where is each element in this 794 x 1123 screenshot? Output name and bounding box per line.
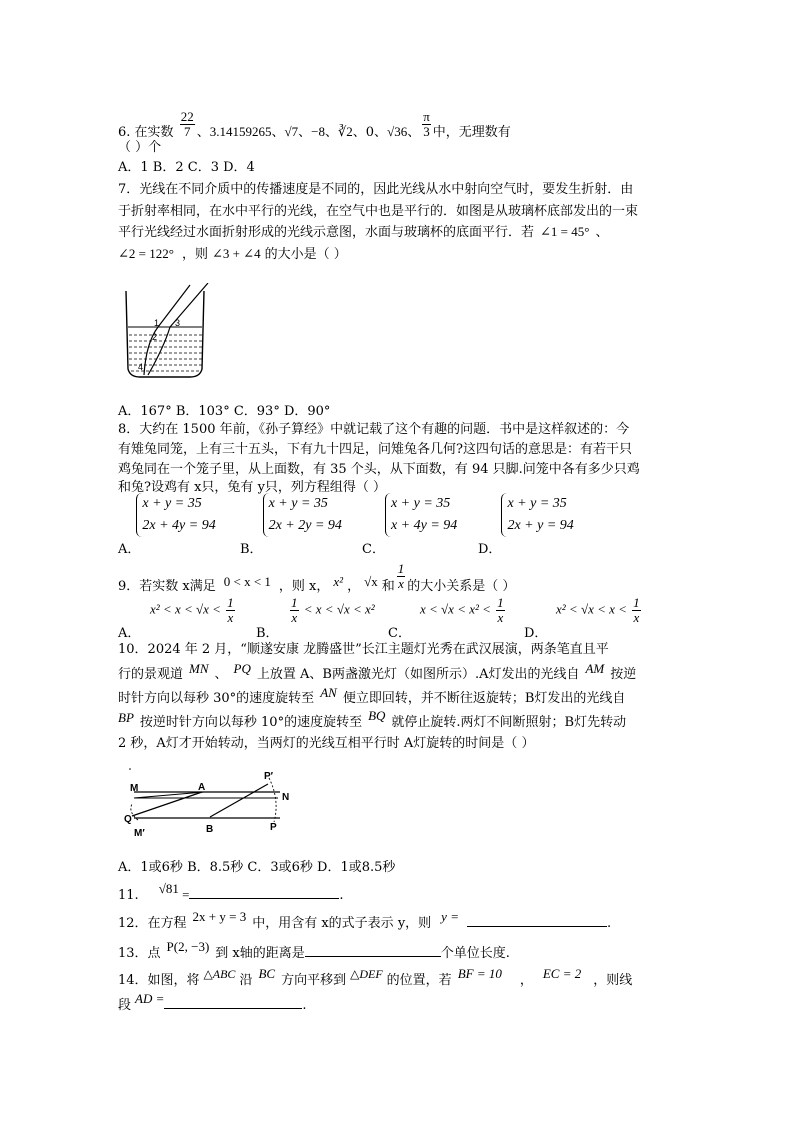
label-M-prime: M′ [134, 828, 145, 839]
q10-line5: 2 秒，A灯才开始转动，当两灯的光线互相平行时 A灯旋转的时间是（ ） [118, 736, 535, 751]
q7-line2: 于折射率相同，在水中平行的光线，在空气中也是平行的．如图是从玻璃杯底部发出的一束 [118, 204, 639, 219]
q10-line3: 时针方向以每秒 30°的速度旋转至 AN 便立即回转，并不断往返旋转；B灯发出的光线自 [118, 685, 626, 706]
label-B: B [206, 824, 214, 835]
q9-option-a[interactable]: A． [118, 626, 141, 641]
q7-line1: 7．光线在不同介质中的传播速度是不同的，因此光线从水中射向空气时，要发生折射．由 [118, 182, 634, 197]
q10-options: A．1或6秒 B．8.5秒 C．3或6秒 D．1或8.5秒 [118, 860, 396, 875]
label-P: P [270, 822, 277, 833]
q9-option-c-expr: x < √x < x² < $\frac{1}{x}$ [420, 595, 504, 625]
q7-line4: ∠2 = 122° ，则 ∠3 + ∠4 的大小是（ ） [118, 246, 347, 262]
glass-refraction-figure [120, 283, 212, 383]
q11-stem: 11. √81 = . [118, 881, 344, 903]
label-P-prime: P′ [264, 771, 274, 782]
q8-option-a[interactable]: A．x + y = 35 2x + 4y = 94 [118, 493, 216, 537]
q6-stem-line2: （ ）个 [118, 140, 162, 155]
q14-answer-blank[interactable] [164, 994, 302, 1009]
q12-answer-blank[interactable] [467, 912, 607, 927]
sqrt-36: √36 [387, 124, 408, 139]
angle-label-3: 3 [175, 318, 181, 328]
q8-option-c[interactable]: C．x + y = 35 x + 4y = 94 [362, 493, 457, 537]
angle-label-2: 2 [152, 332, 158, 342]
q8-line2: 有雉兔同笼，上有三十五头，下有九十四足，问雉兔各几何?这四句话的意思是：有若干只 [118, 442, 632, 457]
cbrt-2: ∛2 [337, 124, 353, 139]
fraction-22-7: $\frac{22}{7}$ [180, 109, 194, 139]
q10-line4: BP 按逆时针方向以每秒 10°的速度旋转至 BQ 就停止旋转.两灯不间断照射；B灯先转动 [118, 708, 627, 730]
q11-answer-blank[interactable] [189, 884, 339, 899]
fraction-pi-3: $\frac{\pi}{3}$ [423, 109, 430, 139]
q8-line1: 8．大约在 1500 年前，《孙子算经》中就记载了这个有趣的问题．书中是这样叙述的：今 [118, 422, 630, 437]
q9-option-c[interactable]: C． [388, 626, 411, 641]
q13-answer-blank[interactable] [305, 942, 441, 957]
q7-line3: 平行光线经过水面折射形成的光线示意图，水面与玻璃杯的底面平行．若 ∠1 = 45° 、 [118, 224, 609, 240]
q14-line1: 14．如图，将 △ABC 沿 BC 方向平移到 △DEF 的位置，若 BF = 10 ， EC = 2 ，则线 [118, 966, 633, 988]
q6-options: A．1 B．2 C．3 D．4 [118, 160, 255, 175]
q7-options: A．167° B．103° C．93° D．90° [118, 404, 331, 419]
q9-option-b[interactable]: B． [256, 626, 279, 641]
label-A: A [198, 782, 206, 793]
label-M: M [130, 783, 139, 794]
q8-line4: 和兔?设鸡有 x只，兔有 y只，列方程组得（ ） [118, 480, 387, 495]
q10-line1: 10．2024 年 2 月，“顺遂安康 龙腾盛世”长江主题灯光秀在武汉展演，两条笔直且平 [118, 642, 609, 657]
q6-stem: 6. 在实数 $\frac{22}{7}$ 、3.14159265、√7、−8、∛2、0、√36、 $\frac{\pi}{3}$ 中，无理数有 [118, 109, 511, 140]
q9-option-a-expr: x² < x < √x < $\frac{1}{x}$ [150, 595, 234, 625]
q8-option-b[interactable]: B．x + y = 35 2x + 2y = 94 [240, 493, 342, 537]
q9-stem: 9．若实数 x满足 0 < x < 1 ，则 x， x² ， √x 和 $\frac{1}{x}$ 的大小关系是（ ） [118, 561, 516, 594]
q8-line3: 鸡兔同在一个笼子里，从上面数，有 35 个头，从下面数，有 94 只脚.问笼中各有多少只鸡 [118, 462, 640, 477]
q10-line2: 行的景观道 MN 、 PQ 上放置 A、B两盏激光灯（如图所示）.A灯发出的光线自 AM 按逆 [118, 661, 637, 682]
q12-stem: 12．在方程 2x + y = 3 中，用含有 x的式子表示 y，则 y = . [118, 909, 612, 931]
q8-option-d[interactable]: D．x + y = 35 2x + y = 94 [478, 493, 574, 537]
q13-stem: 13．点 P(2, −3) 到 x轴的距离是 个单位长度. [118, 939, 510, 961]
sqrt-7: √7 [284, 124, 299, 139]
laser-lights-figure [118, 764, 308, 844]
angle-label-4: 4 [138, 362, 144, 372]
label-Q: Q [124, 814, 132, 825]
angle-label-1: 1 [154, 318, 160, 328]
q9-option-b-expr: $\frac{1}{x}$ < x < √x < x² [291, 595, 375, 625]
q9-option-d-expr: x² < √x < x < $\frac{1}{x}$ [556, 595, 640, 625]
q14-line2: 段 AD = . [118, 991, 307, 1013]
q9-option-d[interactable]: D． [524, 626, 548, 641]
label-N: N [282, 792, 290, 803]
